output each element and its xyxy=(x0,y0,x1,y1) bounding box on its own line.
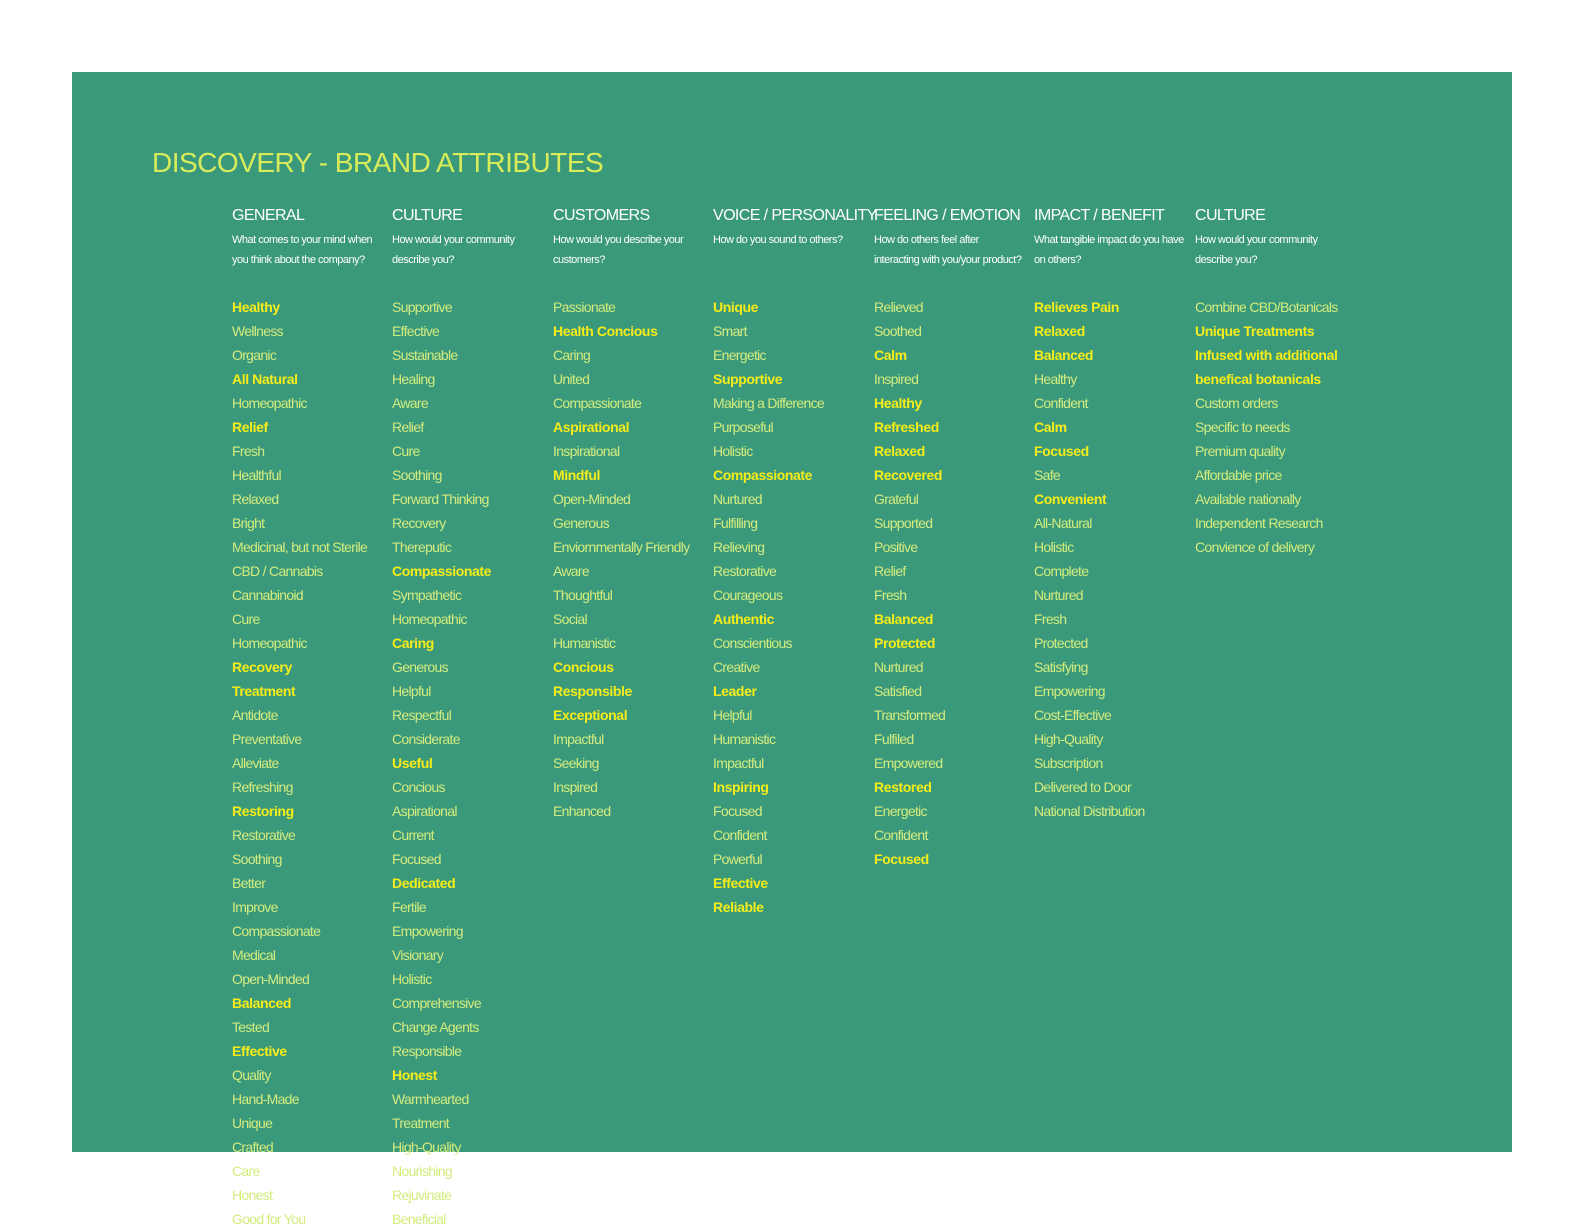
attribute-item: Inspirational xyxy=(553,443,620,459)
column-culture-2 xyxy=(1195,206,1385,559)
word-list xyxy=(1034,295,1194,823)
attribute-item: Fresh xyxy=(1034,611,1067,627)
word-list xyxy=(232,295,392,1231)
attribute-item: Caring xyxy=(553,347,591,363)
attribute-item: Nurtured xyxy=(874,659,923,675)
attribute-item: Grateful xyxy=(874,491,919,507)
attribute-item: Fresh xyxy=(874,587,907,603)
attribute-item: Better xyxy=(232,875,266,891)
attribute-item: Passionate xyxy=(553,299,616,315)
column-voice-personality xyxy=(713,206,877,919)
attribute-item: Compassionate xyxy=(553,395,642,411)
attribute-item: Fulfilling xyxy=(713,515,758,531)
attribute-item: Relieving xyxy=(713,539,765,555)
attribute-item: Change Agents xyxy=(392,1019,479,1035)
highlighted-attribute: Aspirational xyxy=(553,419,630,435)
attribute-item: Medical xyxy=(232,947,276,963)
attribute-item: Nurtured xyxy=(713,491,762,507)
attribute-item: Beneficial xyxy=(392,1211,446,1227)
attribute-item: Healthful xyxy=(232,467,281,483)
attribute-item: Inspired xyxy=(553,779,598,795)
attribute-item: Focused xyxy=(713,803,762,819)
highlighted-attribute: Caring xyxy=(392,635,434,651)
attribute-item: Restorative xyxy=(713,563,777,579)
column-question: How would you describe your customers? xyxy=(553,234,684,266)
attribute-item: Forward Thinking xyxy=(392,491,489,507)
attribute-item: Humanistic xyxy=(553,635,616,651)
attribute-item: Respectful xyxy=(392,707,452,723)
highlighted-attribute: Refreshed xyxy=(874,419,939,435)
attribute-item: Empowering xyxy=(1034,683,1105,699)
attribute-item: Aware xyxy=(392,395,428,411)
highlighted-attribute: Relaxed xyxy=(874,443,925,459)
highlighted-attribute: Compassionate xyxy=(392,563,492,579)
attribute-item: Transformed xyxy=(874,707,946,723)
attribute-item: High-Quality xyxy=(392,1139,461,1155)
highlighted-attribute: Recovery xyxy=(232,659,292,675)
highlighted-attribute: All Natural xyxy=(232,371,298,387)
attribute-item: Courageous xyxy=(713,587,783,603)
attribute-item: Holistic xyxy=(713,443,753,459)
attribute-item: Premium quality xyxy=(1195,443,1285,459)
attribute-item: Focused xyxy=(392,851,441,867)
attribute-item: Empowering xyxy=(392,923,463,939)
column-culture xyxy=(392,206,552,1231)
attribute-item: Bright xyxy=(232,515,265,531)
attribute-item: Generous xyxy=(553,515,609,531)
attribute-item: Organic xyxy=(232,347,277,363)
column-question: How do others feel after interacting with you/your product? xyxy=(874,234,1022,266)
column-question: What tangible impact do you have on others? xyxy=(1034,234,1184,266)
attribute-item: Honest xyxy=(232,1187,273,1203)
highlighted-attribute: Relaxed xyxy=(1034,323,1085,339)
attribute-item: Convience of delivery xyxy=(1195,539,1315,555)
attribute-item: Unique xyxy=(232,1115,273,1131)
attribute-item: Thoughtful xyxy=(553,587,613,603)
attribute-item: Cure xyxy=(232,611,260,627)
attribute-item: Quality xyxy=(232,1067,271,1083)
attribute-item: United xyxy=(553,371,590,387)
column-question: What comes to your mind when you think about the company? xyxy=(232,234,373,266)
attribute-item: Wellness xyxy=(232,323,283,339)
attribute-item: Generous xyxy=(392,659,448,675)
attribute-item: Conscientious xyxy=(713,635,792,651)
attribute-item: Relief xyxy=(392,419,424,435)
column-question: How would your community describe you? xyxy=(1195,234,1318,266)
attribute-item: Fulfiled xyxy=(874,731,914,747)
highlighted-attribute: Leader xyxy=(713,683,757,699)
attribute-item: Preventative xyxy=(232,731,302,747)
highlighted-attribute: Protected xyxy=(874,635,935,651)
highlighted-attribute: Unique xyxy=(713,299,759,315)
highlighted-attribute: Responsible xyxy=(553,683,632,699)
attribute-item: Affordable price xyxy=(1195,467,1282,483)
attribute-item: Impactful xyxy=(713,755,764,771)
attribute-item: Homeopathic xyxy=(232,635,307,651)
attribute-item: Compassionate xyxy=(232,923,321,939)
page-title: DISCOVERY - BRAND ATTRIBUTES xyxy=(152,147,604,178)
attribute-item: Sustainable xyxy=(392,347,458,363)
attribute-item: Satisfying xyxy=(1034,659,1088,675)
word-list xyxy=(553,295,713,823)
highlighted-attribute: Calm xyxy=(874,347,907,363)
highlighted-attribute: Restoring xyxy=(232,803,294,819)
attribute-item: Treatment xyxy=(392,1115,449,1131)
highlighted-attribute: Focused xyxy=(1034,443,1089,459)
attribute-item: Satisfied xyxy=(874,683,922,699)
highlighted-attribute: Healthy xyxy=(232,299,280,315)
attribute-item: Empowered xyxy=(874,755,943,771)
word-list xyxy=(874,295,1034,871)
attribute-item: Sympathetic xyxy=(392,587,462,603)
attribute-item: Inspired xyxy=(874,371,919,387)
attribute-item: Warmhearted xyxy=(392,1091,469,1107)
highlighted-attribute: Compassionate xyxy=(713,467,813,483)
attribute-item: Humanistic xyxy=(713,731,776,747)
attribute-item: Supported xyxy=(874,515,933,531)
attribute-item: Custom orders xyxy=(1195,395,1278,411)
highlighted-attribute: Balanced xyxy=(1034,347,1094,363)
column-header: IMPACT / BENEFIT xyxy=(1034,207,1165,224)
word-list xyxy=(1195,295,1385,559)
word-list xyxy=(713,295,873,919)
column-header: GENERAL xyxy=(232,207,305,224)
attribute-item: Refreshing xyxy=(232,779,293,795)
attribute-item: Energetic xyxy=(874,803,927,819)
attribute-item: Confident xyxy=(874,827,928,843)
highlighted-attribute: Dedicated xyxy=(392,875,456,891)
attribute-item: Relief xyxy=(874,563,906,579)
highlighted-attribute: Effective xyxy=(232,1043,287,1059)
attribute-item: Helpful xyxy=(713,707,752,723)
column-feeling-emotion xyxy=(874,206,1034,871)
attribute-item: Independent Research xyxy=(1195,515,1323,531)
highlighted-attribute: Treatment xyxy=(232,683,296,699)
column-impact-benefit xyxy=(1034,206,1194,823)
word-list xyxy=(392,295,552,1231)
column-header: CULTURE xyxy=(392,207,463,224)
attribute-item: Healthy xyxy=(1034,371,1077,387)
attribute-item: Powerful xyxy=(713,851,762,867)
attribute-item: Open-Minded xyxy=(553,491,631,507)
attribute-item: Safe xyxy=(1034,467,1060,483)
attribute-item: Nourishing xyxy=(392,1163,452,1179)
attribute-item: Enhanced xyxy=(553,803,611,819)
attribute-item: Social xyxy=(553,611,587,627)
attribute-item: Making a Difference xyxy=(713,395,824,411)
attribute-item: All-Natural xyxy=(1034,515,1092,531)
attribute-item: Holistic xyxy=(1034,539,1074,555)
highlighted-attribute: Reliable xyxy=(713,899,764,915)
highlighted-attribute: Infused with additional xyxy=(1195,347,1338,363)
attribute-item: CBD / Cannabis xyxy=(232,563,323,579)
attribute-item: Cannabinoid xyxy=(232,587,303,603)
attribute-item: Relaxed xyxy=(232,491,279,507)
column-customers xyxy=(553,206,713,823)
attribute-item: Homeopathic xyxy=(232,395,307,411)
attribute-item: Confident xyxy=(1034,395,1088,411)
attribute-item: Medicinal, but not Sterile xyxy=(232,539,368,555)
attribute-item: Tested xyxy=(232,1019,270,1035)
attribute-item: Soothing xyxy=(392,467,442,483)
highlighted-attribute: benefical botanicals xyxy=(1195,371,1321,387)
attribute-item: Cure xyxy=(392,443,420,459)
highlighted-attribute: Healthy xyxy=(874,395,922,411)
attribute-item: Enviornmentally Friendly xyxy=(553,539,690,555)
highlighted-attribute: Useful xyxy=(392,755,433,771)
highlighted-attribute: Focused xyxy=(874,851,929,867)
highlighted-attribute: Honest xyxy=(392,1067,438,1083)
highlighted-attribute: Convenient xyxy=(1034,491,1107,507)
highlighted-attribute: Effective xyxy=(713,875,768,891)
attribute-item: Relieved xyxy=(874,299,923,315)
attribute-item: Alleviate xyxy=(232,755,279,771)
attribute-item: Recovery xyxy=(392,515,446,531)
highlighted-attribute: Health Concious xyxy=(553,323,658,339)
attribute-item: Considerate xyxy=(392,731,460,747)
highlighted-attribute: Relieves Pain xyxy=(1034,299,1120,315)
attribute-item: Homeopathic xyxy=(392,611,467,627)
attribute-item: Smart xyxy=(713,323,747,339)
attribute-item: Concious xyxy=(392,779,445,795)
highlighted-attribute: Balanced xyxy=(232,995,292,1011)
column-header: CUSTOMERS xyxy=(553,207,650,224)
highlighted-attribute: Exceptional xyxy=(553,707,628,723)
attribute-item: Restorative xyxy=(232,827,296,843)
highlighted-attribute: Authentic xyxy=(713,611,774,627)
highlighted-attribute: Mindful xyxy=(553,467,600,483)
attribute-item: Healing xyxy=(392,371,435,387)
highlighted-attribute: Supportive xyxy=(713,371,783,387)
attribute-item: Effective xyxy=(392,323,440,339)
column-header: VOICE / PERSONALITY xyxy=(713,207,877,224)
highlighted-attribute: Unique Treatments xyxy=(1195,323,1315,339)
attribute-item: National Distribution xyxy=(1034,803,1145,819)
attribute-item: Fresh xyxy=(232,443,265,459)
highlighted-attribute: Calm xyxy=(1034,419,1067,435)
attribute-item: Good for You xyxy=(232,1211,306,1227)
attribute-item: Subscription xyxy=(1034,755,1103,771)
attribute-item: Nurtured xyxy=(1034,587,1083,603)
highlighted-attribute: Recovered xyxy=(874,467,942,483)
attribute-item: Care xyxy=(232,1163,260,1179)
attribute-item: Soothed xyxy=(874,323,922,339)
attribute-item: Protected xyxy=(1034,635,1088,651)
attribute-item: Purposeful xyxy=(713,419,773,435)
attribute-item: Energetic xyxy=(713,347,766,363)
attribute-item: Supportive xyxy=(392,299,452,315)
attribute-item: Crafted xyxy=(232,1139,274,1155)
attribute-item: Responsible xyxy=(392,1043,462,1059)
highlighted-attribute: Relief xyxy=(232,419,268,435)
attribute-item: Specific to needs xyxy=(1195,419,1290,435)
attribute-item: Comprehensive xyxy=(392,995,481,1011)
highlighted-attribute: Restored xyxy=(874,779,932,795)
attribute-item: Thereputic xyxy=(392,539,452,555)
attribute-item: Helpful xyxy=(392,683,431,699)
attribute-item: Available nationally xyxy=(1195,491,1301,507)
attribute-item: Visionary xyxy=(392,947,444,963)
column-header: FEELING / EMOTION xyxy=(874,207,1021,224)
attribute-item: Hand-Made xyxy=(232,1091,299,1107)
column-question: How do you sound to others? xyxy=(713,234,843,246)
attribute-item: Open-Minded xyxy=(232,971,310,987)
attribute-item: Aspirational xyxy=(392,803,457,819)
attribute-item: Fertile xyxy=(392,899,426,915)
attribute-item: High-Quality xyxy=(1034,731,1103,747)
attribute-item: Rejuvinate xyxy=(392,1187,452,1203)
attribute-item: Combine CBD/Botanicals xyxy=(1195,299,1338,315)
attribute-item: Antidote xyxy=(232,707,278,723)
attribute-item: Current xyxy=(392,827,434,843)
attribute-item: Improve xyxy=(232,899,278,915)
attribute-item: Confident xyxy=(713,827,767,843)
attribute-item: Positive xyxy=(874,539,918,555)
highlighted-attribute: Inspiring xyxy=(713,779,769,795)
attribute-item: Seeking xyxy=(553,755,599,771)
column-general xyxy=(232,206,392,1231)
attribute-item: Complete xyxy=(1034,563,1089,579)
column-question: How would your community describe you? xyxy=(392,234,515,266)
attribute-item: Cost-Effective xyxy=(1034,707,1112,723)
column-header: CULTURE xyxy=(1195,207,1266,224)
highlighted-attribute: Balanced xyxy=(874,611,934,627)
attribute-item: Creative xyxy=(713,659,760,675)
attribute-item: Soothing xyxy=(232,851,282,867)
attribute-item: Delivered to Door xyxy=(1034,779,1132,795)
highlighted-attribute: Concious xyxy=(553,659,614,675)
attribute-item: Impactful xyxy=(553,731,604,747)
attribute-item: Holistic xyxy=(392,971,432,987)
attribute-item: Aware xyxy=(553,563,589,579)
